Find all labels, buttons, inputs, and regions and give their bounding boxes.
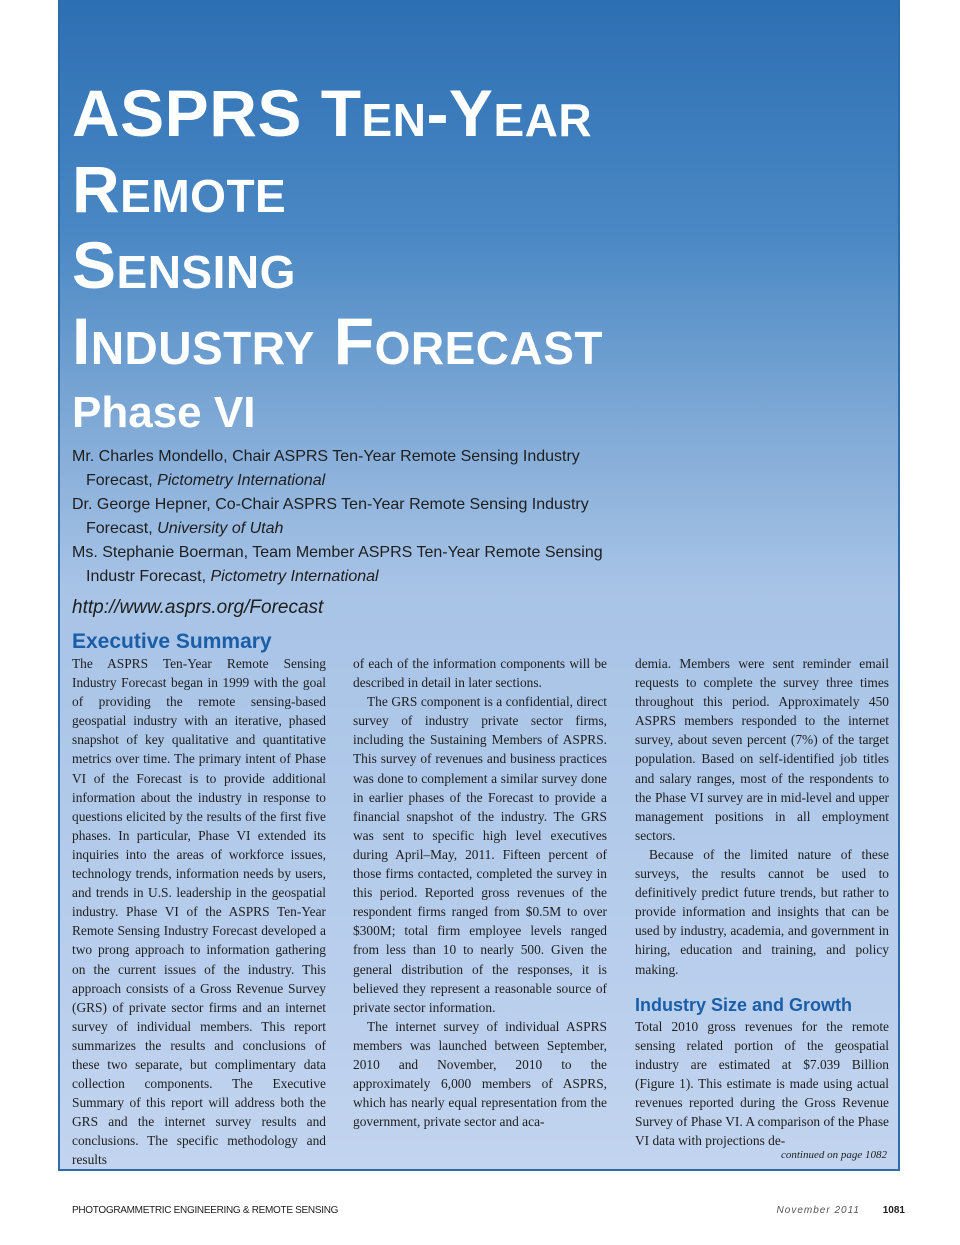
industry-size-heading: Industry Size and Growth: [635, 994, 853, 1015]
title-line: Remote: [72, 152, 287, 226]
article-title: [72, 75, 632, 379]
journal-name: PHOTOGRAMMETRIC ENGINEERING & REMOTE SENSING: [72, 1205, 339, 1216]
paragraph: The ASPRS Ten-Year Remote Sensing Industry Forecast began in 1999 with the goal of providing the remote sensing-based geospatial industry with an iterative, phased snapshot of key qualitative and quantitative metrics over time. The primary intent of Phase VI of the Forecast is to provide additional information about the industry in response to questions elicited by the results of the first five phases. In particular, Phase VI extended its inquiries into the areas of workforce issues, technology trends, information needs by users, and trends in U.S. leadership in the geospatial industry. Phase VI of the ASPRS Ten-Year Remote Sensing Industry Forecast developed a two prong approach to information gathering on the current issues of the industry. This approach consists of a Gross Revenue Survey (GRS) of private sector firms and an internet survey of individual members. This report summarizes the results and conclusions of these two separate, but complimentary data collection components. The Executive Summary of this report will address both the GRS and the internet survey results and conclusions. The specific methodology and results: [72, 656, 326, 1168]
title-line: Sensing: [72, 228, 296, 302]
paragraph: The internet survey of individual ASPRS members was launched between September, 2010 and November, 2010 to the approximately 6,000 members of ASPRS, which has nearly equal representation from the government, private sector and aca-: [353, 1018, 607, 1130]
author-entry: [72, 445, 612, 493]
paragraph: of each of the information components will be described in detail in later sections.: [353, 656, 607, 691]
page-number: 1081: [882, 1205, 905, 1216]
phase-subtitle: Phase VI: [72, 388, 256, 437]
paragraph: Because of the limited nature of these surveys, the results cannot be used to definitively predict future trends, but rather to provide information and insights that can be used by industry, academia, and government in hiring, education and training, and policy making.: [635, 846, 889, 977]
author-affiliation: University of Utah: [157, 520, 284, 537]
title-line: ASPRS Ten-Year: [72, 76, 593, 150]
issue-date: November 2011: [776, 1205, 860, 1216]
paragraph: demia. Members were sent reminder email requests to complete the survey three times throughout this period. Approximately 450 ASPRS members responded to the internet survey, about seven percent (7%) of the target population. Based on self-identified job titles and salary ranges, most of the respondents to the Phase VI survey are in mid-level and upper management positions in all employment sectors.: [635, 656, 889, 843]
continued-note: continued on page 1082: [780, 1149, 887, 1161]
author-list: [72, 445, 612, 589]
author-affiliation: Pictometry International: [157, 472, 326, 489]
column-2: [353, 654, 607, 1131]
title-line: Industry Forecast: [72, 304, 604, 378]
author-affiliation: Pictometry International: [210, 568, 379, 585]
executive-summary-heading: Executive Summary: [72, 630, 272, 653]
author-name: Dr. George Hepner, Co-Chair ASPRS Ten-Year Remote Sensing Industry Forecast,: [72, 496, 589, 537]
page-footer: [777, 1205, 905, 1216]
author-name: Mr. Charles Mondello, Chair ASPRS Ten-Year Remote Sensing Industry Forecast,: [72, 448, 580, 489]
author-entry: [72, 541, 612, 589]
author-entry: [72, 493, 612, 541]
forecast-url[interactable]: http://www.asprs.org/Forecast: [72, 597, 324, 618]
column-1: [72, 654, 326, 1170]
paragraph: The GRS component is a confidential, direct survey of industry private sector firms, including the Sustaining Members of ASPRS. This survey of revenues and business practices was done to complement a similar survey done in earlier phases of the Forecast to provide a financial snapshot of the industry. The GRS was sent to specific high level executives during April–May, 2011. Fifteen percent of those firms contacted, completed the survey in this period. Reported gross revenues of the respondent firms ranged from $0.5M to over $300M; total firm employee levels ranged from less than 10 to nearly 500. Given the general distribution of the responses, it is believed they represent a reasonable source of private sector information.: [353, 694, 607, 1015]
column-3: [635, 654, 889, 1150]
paragraph: Total 2010 gross revenues for the remote sensing related portion of the geospatial industry are estimated at $7.039 Billion (Figure 1). This estimate is made using actual revenues reported during the Gross Revenue Survey of Phase VI. A comparison of the Phase VI data with projections de-: [635, 1018, 889, 1149]
author-name: Ms. Stephanie Boerman, Team Member ASPRS Ten-Year Remote Sensing Industr Forecast,: [72, 544, 603, 585]
